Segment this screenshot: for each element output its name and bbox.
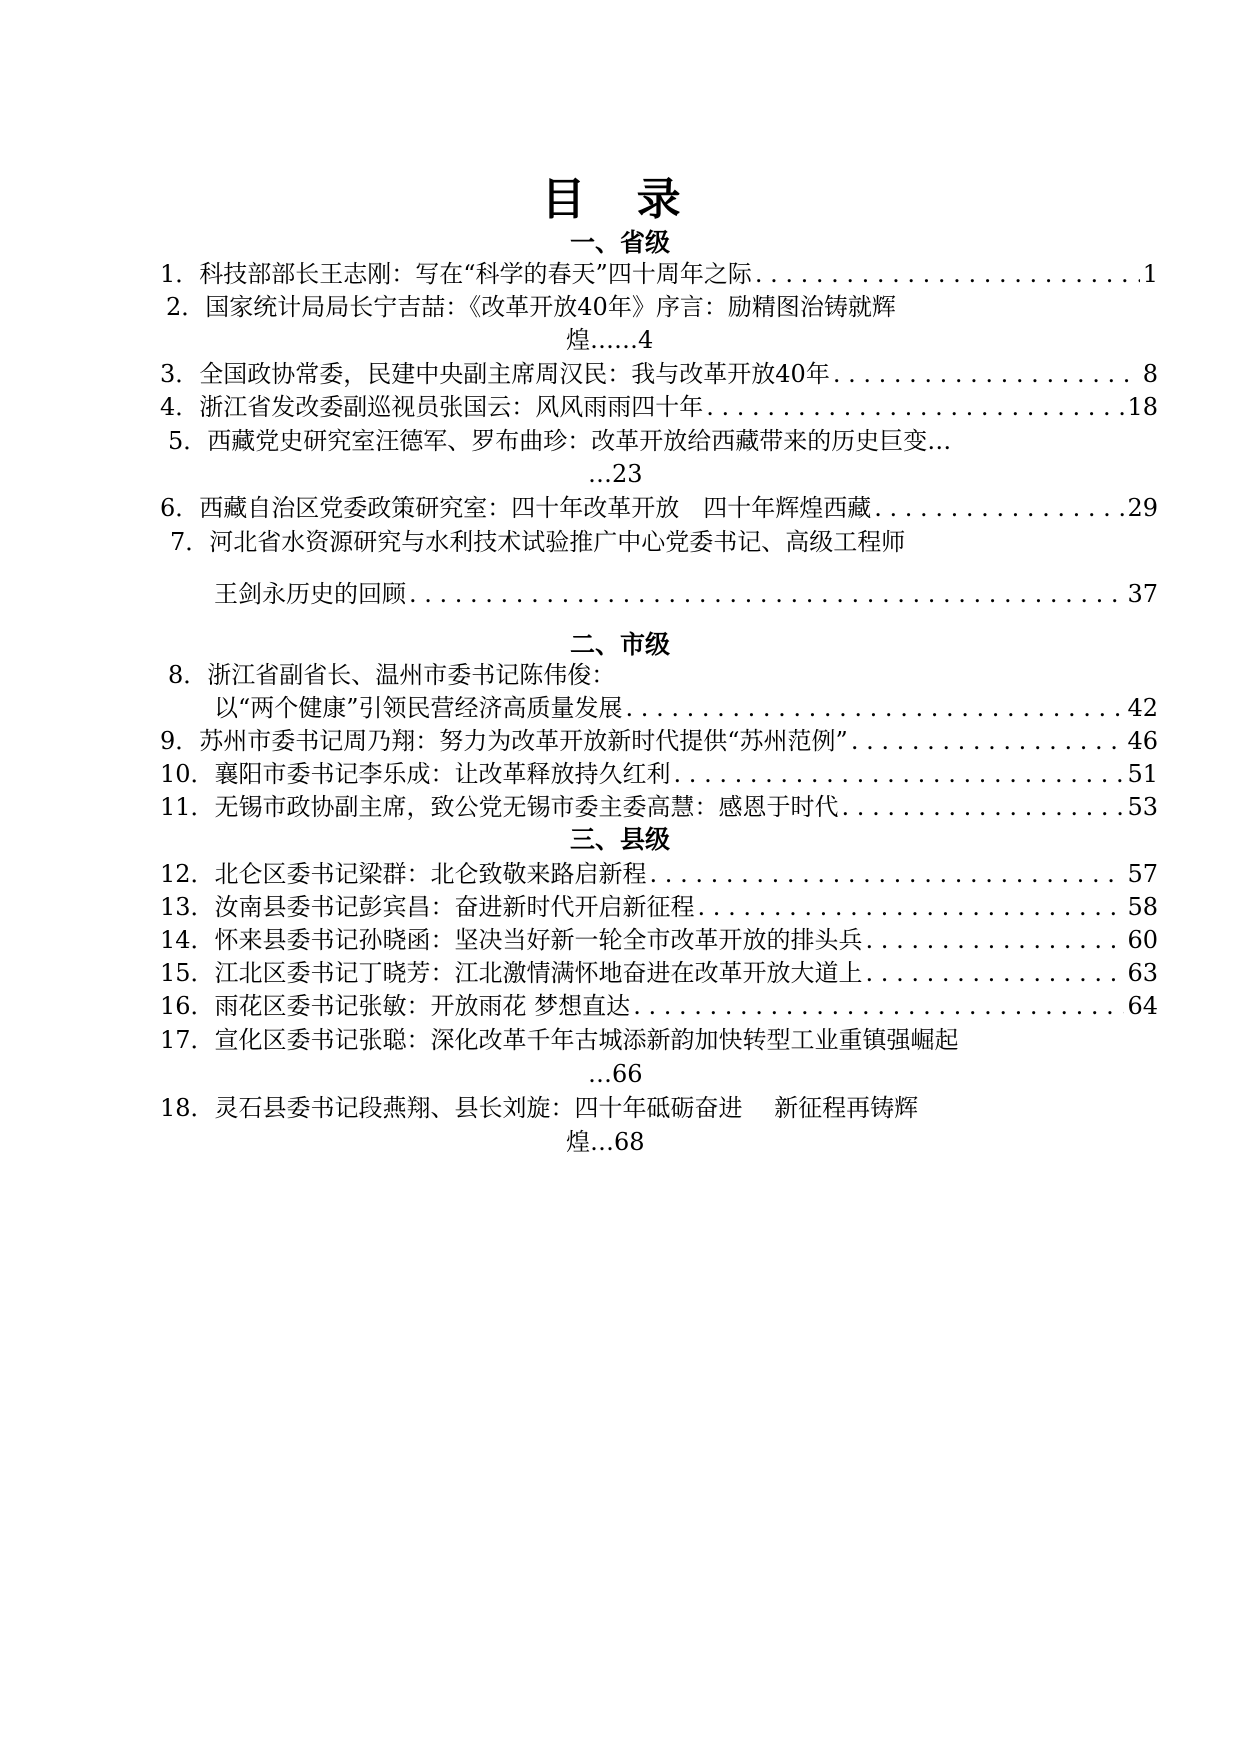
dot-leader: [650, 858, 1125, 890]
entry-page: 53: [1127, 793, 1158, 821]
entry-page: 42: [1127, 694, 1158, 722]
dot-leader: [626, 692, 1125, 724]
toc-entry[interactable]: [160, 258, 1158, 290]
entry-continuation: 煌……4: [566, 326, 654, 354]
entry-continuation: …66: [588, 1060, 643, 1088]
entry-number: 4．: [160, 393, 200, 421]
entry-page: 58: [1127, 893, 1158, 921]
entry-number: 11．: [160, 793, 215, 821]
entry-number: 18．: [160, 1094, 215, 1122]
entry-page: 51: [1127, 760, 1158, 788]
entry-page: 18: [1127, 393, 1158, 421]
entry-title-continued: 以“两个健康”引领民营经济高质量发展: [214, 694, 623, 722]
entry-number: 12．: [160, 860, 215, 888]
dot-leader: [706, 391, 1124, 423]
entry-number: 10．: [160, 760, 215, 788]
entry-title: 北仑区委书记梁群：北仑致敬来路启新程: [214, 860, 647, 888]
toc-entry[interactable]: [168, 659, 1158, 691]
entry-number: 13．: [160, 893, 215, 921]
toc-entry-line2[interactable]: [214, 578, 1158, 610]
toc-entry-line2[interactable]: [214, 692, 1158, 724]
entry-page: 1: [1142, 260, 1158, 288]
entry-title: 襄阳市委书记李乐成：让改革释放持久红利: [214, 760, 671, 788]
entry-title: 河北省水资源研究与水利技术试验推广中心党委书记、高级工程师: [209, 528, 906, 556]
toc-entry[interactable]: [160, 891, 1158, 923]
dot-leader: [409, 578, 1124, 610]
entry-title: 科技部部长王志刚：写在“科学的春天”四十周年之际: [199, 260, 752, 288]
entry-number: 14．: [160, 926, 215, 954]
entry-number: 7．: [170, 528, 210, 556]
toc-entry[interactable]: [160, 758, 1158, 790]
toc-entry[interactable]: [170, 526, 1158, 558]
dot-leader: [755, 258, 1140, 290]
dot-leader: [851, 725, 1125, 757]
toc-entry[interactable]: [160, 791, 1158, 823]
entry-number: 1．: [160, 260, 200, 288]
entry-number: 16．: [160, 992, 215, 1020]
toc-entry[interactable]: [160, 957, 1158, 989]
entry-page: 46: [1127, 727, 1158, 755]
toc-entry[interactable]: [160, 1092, 1158, 1124]
entry-continuation: …23: [588, 460, 643, 488]
entry-page: 64: [1127, 992, 1158, 1020]
toc-entry[interactable]: [160, 990, 1158, 1022]
entry-number: 5．: [168, 427, 208, 455]
entry-page: 8: [1142, 360, 1158, 388]
entry-title: 无锡市政协副主席，致公党无锡市委主委高慧：感恩于时代: [214, 793, 839, 821]
toc-entry[interactable]: [160, 358, 1158, 390]
entry-title: 西藏党史研究室汪德军、罗布曲珍：改革开放给西藏带来的历史巨变…: [207, 427, 952, 455]
dot-leader: [633, 990, 1124, 1022]
toc-entry[interactable]: [160, 391, 1158, 423]
toc-entry[interactable]: [160, 492, 1158, 524]
toc-entry[interactable]: [160, 924, 1158, 956]
entry-number: 6．: [160, 494, 200, 522]
dot-leader: [674, 758, 1125, 790]
section-heading-provincial: 一、省级: [569, 228, 670, 257]
entry-number: 9．: [160, 727, 200, 755]
toc-entry[interactable]: [166, 291, 1158, 323]
entry-title: 雨花区委书记张敏：开放雨花 梦想直达: [214, 992, 631, 1020]
entry-title: 全国政协常委，民建中央副主席周汉民：我与改革开放40年: [199, 360, 830, 388]
section-heading-county: 三、县级: [569, 825, 670, 854]
toc-entry[interactable]: [168, 425, 1158, 457]
toc-entry[interactable]: [160, 1024, 1158, 1056]
entry-title: 灵石县委书记段燕翔、县长刘旋：四十年砥砺奋进 新征程再铸辉: [214, 1094, 919, 1122]
dot-leader: [866, 957, 1125, 989]
section-heading-municipal: 二、市级: [569, 630, 670, 659]
entry-title: 宣化区委书记张聪：深化改革千年古城添新韵加快转型工业重镇强崛起: [214, 1026, 959, 1054]
dot-leader: [874, 492, 1124, 524]
entry-number: 8．: [168, 661, 208, 689]
entry-page: 60: [1127, 926, 1158, 954]
entry-page: 63: [1127, 959, 1158, 987]
entry-title: 怀来县委书记孙晓函：坚决当好新一轮全市改革开放的排头兵: [214, 926, 863, 954]
entry-title: 汝南县委书记彭宾昌：奋进新时代开启新征程: [214, 893, 695, 921]
entry-number: 15．: [160, 959, 215, 987]
toc-entry[interactable]: [160, 725, 1158, 757]
toc-entry[interactable]: [160, 858, 1158, 890]
dot-leader: [842, 791, 1125, 823]
entry-title: 西藏自治区党委政策研究室：四十年改革开放 四十年辉煌西藏: [199, 494, 872, 522]
entry-page: 37: [1127, 580, 1158, 608]
entry-number: 3．: [160, 360, 200, 388]
entry-continuation: 煌…68: [566, 1128, 645, 1156]
entry-number: 2．: [166, 293, 206, 321]
entry-number: 17．: [160, 1026, 215, 1054]
entry-title-continued: 王剑永历史的回顾: [214, 580, 406, 608]
entry-title: 国家统计局局长宁吉喆：《改革开放40年》序言：励精图治铸就辉: [205, 293, 896, 321]
entry-page: 57: [1127, 860, 1158, 888]
dot-leader: [698, 891, 1125, 923]
entry-title: 浙江省发改委副巡视员张国云：风风雨雨四十年: [199, 393, 704, 421]
entry-title: 江北区委书记丁晓芳：江北激情满怀地奋进在改革开放大道上: [214, 959, 863, 987]
entry-title: 浙江省副省长、温州市委书记陈伟俊：: [207, 661, 616, 689]
dot-leader: [833, 358, 1140, 390]
page-title: 目 录: [541, 174, 699, 225]
entry-page: 29: [1127, 494, 1158, 522]
dot-leader: [866, 924, 1125, 956]
entry-title: 苏州市委书记周乃翔：努力为改革开放新时代提供“苏州范例”: [199, 727, 848, 755]
